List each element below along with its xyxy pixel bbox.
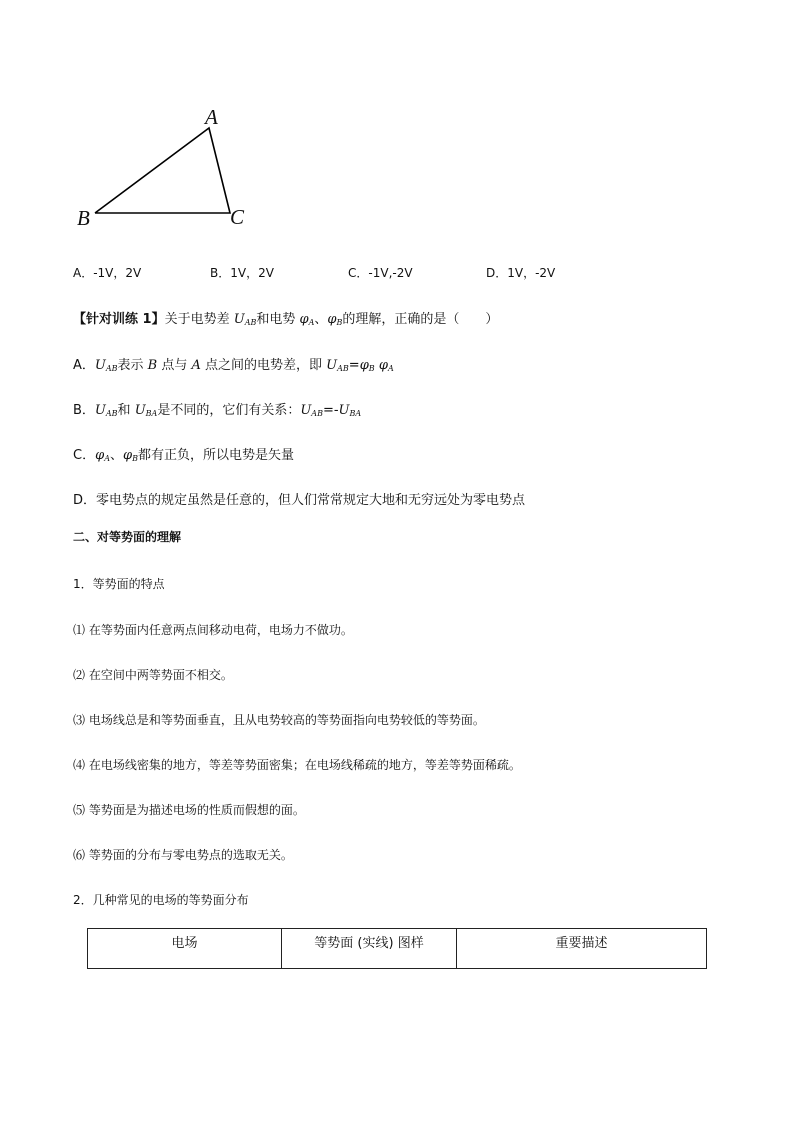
table-header-description: 重要描述 bbox=[457, 929, 707, 969]
equipotential-table bbox=[87, 928, 707, 969]
feature-item-1: ⑴ 在等势面内任意两点间移动电荷，电场力不做功。 bbox=[73, 623, 353, 637]
feature-item-3: ⑶ 电场线总是和等势面垂直，且从电势较高的等势面指向电势较低的等势面。 bbox=[73, 713, 485, 727]
q1-option-d[interactable]: D．零电势点的规定虽然是任意的，但人们常常规定大地和无穷远处为零电势点 bbox=[73, 493, 526, 508]
feature-item-4: ⑷ 在电场线密集的地方，等差等势面密集；在电场线稀疏的地方，等差等势面稀疏。 bbox=[73, 758, 521, 772]
feature-item-2: ⑵ 在空间中两等势面不相交。 bbox=[73, 668, 233, 682]
section-heading: 二、对等势面的理解 bbox=[73, 530, 182, 544]
prev-option-c[interactable]: C．-1V,-2V bbox=[348, 266, 413, 280]
prev-option-a[interactable]: A．-1V，2V bbox=[73, 266, 142, 280]
vertex-label-c: C bbox=[230, 205, 245, 229]
q1-option-b[interactable]: B．$U_{AB}$和 $U_{BA}$是不同的，它们有关系：$U_{AB}=-U_{BA}$ bbox=[73, 403, 362, 418]
q1-stem: 【针对训练 1】关于电势差 $U_{AB}$和电势 $\varphi_A$、$\varphi_B$的理解，正确的是（ ） bbox=[73, 312, 499, 327]
q1-option-c[interactable]: C．$\varphi_A$、$\varphi_B$都有正负，所以电势是矢量 bbox=[73, 448, 294, 463]
q1-tag: 针对训练 1 bbox=[86, 312, 152, 327]
q1-option-a[interactable]: A．$U_{AB}$表示 B 点与 A 点之间的电势差，即 $U_{AB}=\varphi_B$ $\varphi_A$ bbox=[73, 358, 394, 373]
vertex-label-a: A bbox=[205, 105, 218, 129]
table-header-pattern: 等势面 (实线) 图样 bbox=[282, 929, 457, 969]
table-header-field: 电场 bbox=[88, 929, 282, 969]
prev-option-d[interactable]: D．1V，-2V bbox=[486, 266, 556, 280]
table-header-row bbox=[88, 929, 707, 969]
feature-item-5: ⑸ 等势面是为描述电场的性质而假想的面。 bbox=[73, 803, 305, 817]
prev-option-b[interactable]: B．1V，2V bbox=[210, 266, 274, 280]
triangle-outline bbox=[95, 128, 230, 213]
feature-item-6: ⑹ 等势面的分布与零电势点的选取无关。 bbox=[73, 848, 293, 862]
subsection-2-title: 2．几种常见的电场的等势面分布 bbox=[73, 893, 249, 907]
vertex-label-b: B bbox=[77, 206, 90, 230]
subsection-1-title: 1．等势面的特点 bbox=[73, 577, 165, 591]
